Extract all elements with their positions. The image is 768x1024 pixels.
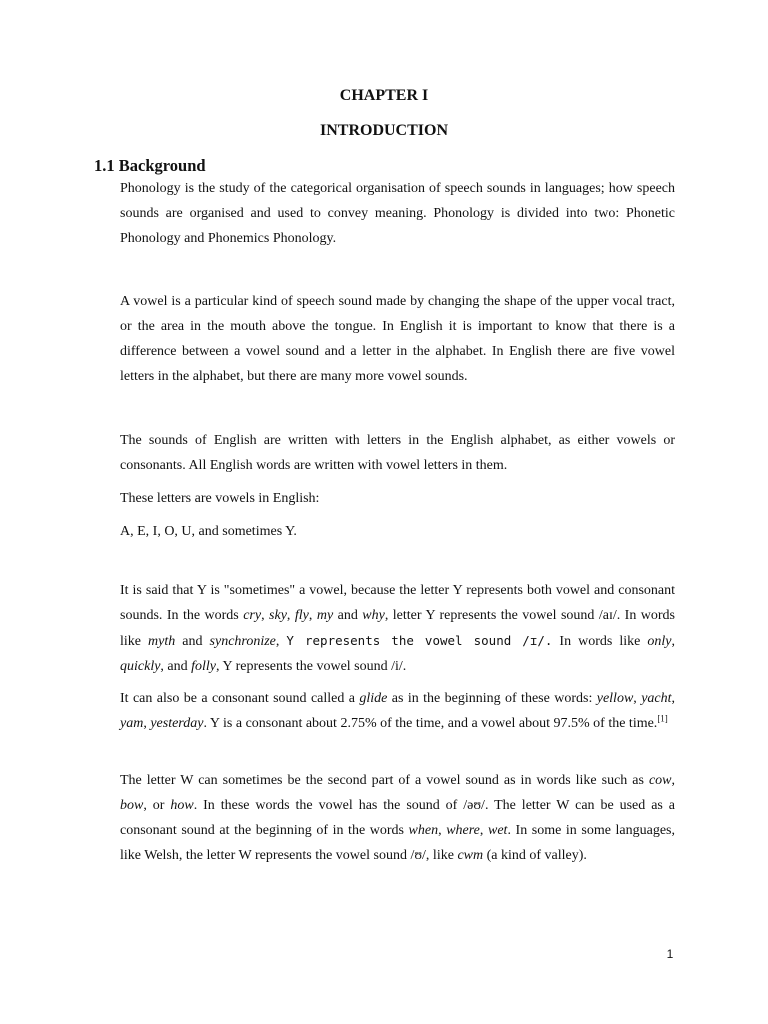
paragraph-vowel-list: A, E, I, O, U, and sometimes Y. bbox=[120, 524, 297, 539]
chapter-title: CHAPTER I bbox=[339, 87, 429, 104]
example-word: why bbox=[362, 608, 385, 623]
example-word: yesterday bbox=[150, 716, 204, 731]
example-word: cry bbox=[243, 608, 262, 623]
example-word: yacht bbox=[641, 691, 672, 706]
paragraph-y-sometimes-vowel: It is said that Y is "sometimes" a vowel, because the letter Y represents both vowel and consonant sounds. In the words cry, sky, fly, my and why, letter Y represents the vowel sound /aɪ/. In words like myth and synchronize, Y represents the vowel sound /ɪ/. In words like only, quickly, and folly, Y represents the vowel sound /i/. bbox=[120, 583, 676, 674]
example-word: my bbox=[316, 608, 334, 623]
example-word: glide bbox=[359, 691, 388, 706]
example-word: folly bbox=[191, 659, 217, 674]
chapter-subtitle: INTRODUCTION bbox=[319, 122, 448, 139]
example-word: synchronize bbox=[209, 634, 276, 649]
paragraph-vowel-letters-intro: These letters are vowels in English: bbox=[120, 491, 320, 506]
paragraph-phonology: Phonology is the study of the categorical organisation of speech sounds in languages; how speech sounds are organised and used to convey meaning. Phonology is divided into two: Phonetic Phonology and Phonemics Phonology. bbox=[120, 181, 675, 246]
example-word: only bbox=[647, 634, 672, 649]
example-word: cow bbox=[648, 773, 672, 788]
example-word: when bbox=[408, 823, 439, 838]
page-number: 1 bbox=[666, 947, 674, 961]
paragraph-vowel-definition: A vowel is a particular kind of speech sound made by changing the shape of the upper vocal tract, or the area in the mouth above the tongue. In English it is important to know that there is a difference between a vowel sound and a letter in the alphabet. In English there are five vowel letters in the alphabet, but there are many more vowel sounds. bbox=[120, 294, 675, 384]
example-word: wet bbox=[488, 823, 508, 838]
section-heading: 1.1 Background bbox=[94, 156, 206, 175]
example-word: fly bbox=[294, 608, 309, 623]
paragraph-letter-w: The letter W can sometimes be the second part of a vowel sound as in words like such as cow, bow, or how. In these words the vowel has the sound of /əʊ/. The letter W can be used as a consonant sound at the beginning of in the words when, where, wet. In some in some languages, like Welsh, the letter W represents the vowel sound /ʊ/, like cwm (a kind of valley). bbox=[120, 773, 676, 863]
example-word: cwm bbox=[457, 848, 484, 863]
paragraph-english-sounds: The sounds of English are written with letters in the English alphabet, as either vowels or consonants. All English words are written with vowel letters in them. bbox=[120, 433, 675, 473]
example-word: bow bbox=[120, 798, 144, 813]
example-word: sky bbox=[269, 608, 287, 623]
example-word: where bbox=[446, 823, 480, 838]
example-word: yam bbox=[120, 716, 144, 731]
monospace-phrase: Y represents the vowel sound /ɪ/. bbox=[286, 633, 553, 648]
example-word: quickly bbox=[120, 659, 161, 674]
example-word: myth bbox=[148, 634, 176, 649]
footnote-reference[interactable]: [1] bbox=[657, 713, 668, 724]
example-word: how bbox=[170, 798, 194, 813]
paragraph-y-glide: It can also be a consonant sound called a glide as in the beginning of these words: yellow, yacht, yam, yesterday. Y is a consonant about 2.75% of the time, and a vowel about 97.5% of the time.[1] bbox=[120, 691, 676, 731]
example-word: yellow bbox=[596, 691, 634, 706]
